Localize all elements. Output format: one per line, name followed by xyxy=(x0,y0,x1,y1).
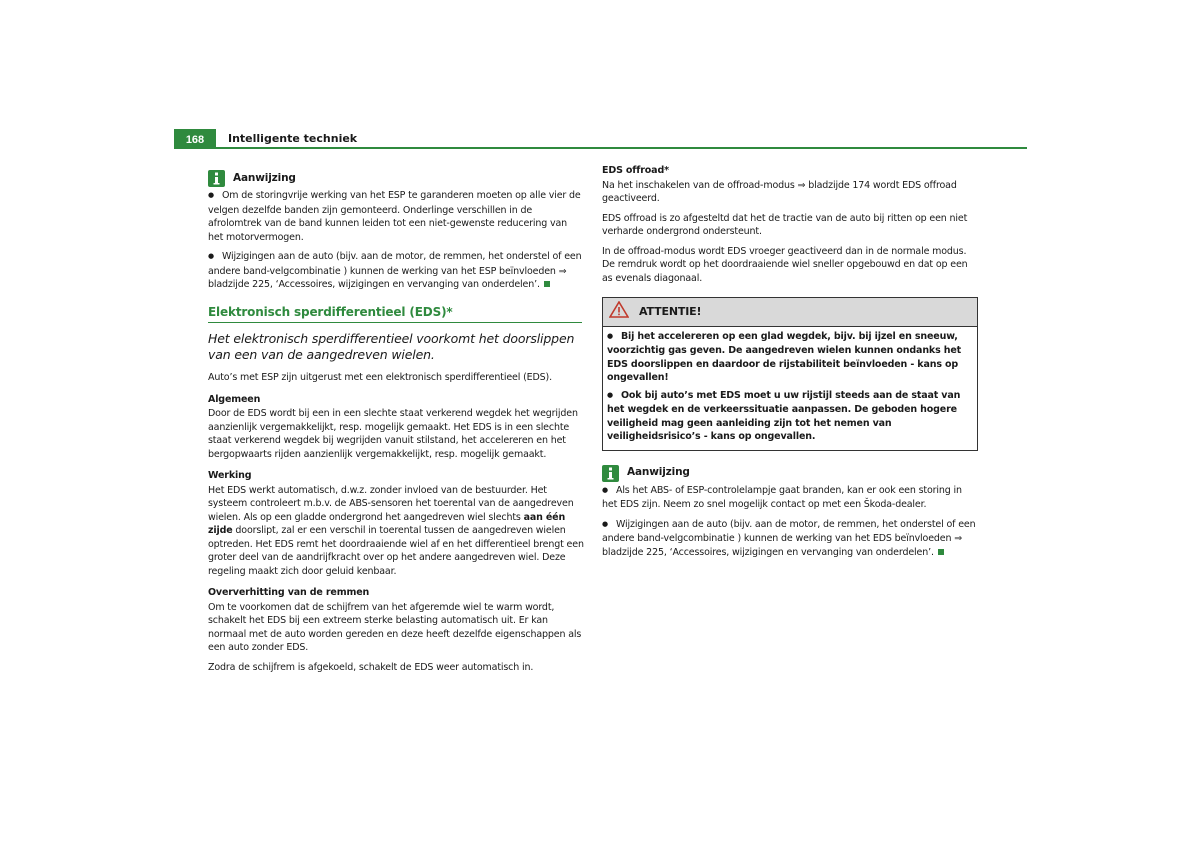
chapter-title: Intelligente techniek xyxy=(228,132,358,145)
warning-box xyxy=(602,297,978,451)
info-icon xyxy=(602,465,619,482)
end-mark-icon xyxy=(938,549,944,555)
right-column xyxy=(602,164,978,565)
offroad-text: Na het inschakelen van de offroad-modus ⇒ bladzijde 174 wordt EDS offroad geactiveerd. xyxy=(602,179,957,204)
subheading-algemeen: Algemeen xyxy=(208,393,261,405)
warning-bullet: ● Ook bij auto’s met EDS moet u uw rijstijl steeds aan de staat van het wegdek en de verkeerssituatie aanpassen. De geboden hogere veiligheid mag geen aanleiding zijn tot het nemen van veiligheidsrisico’s - kans op ongevallen. xyxy=(607,389,973,444)
section-title: Elektronisch sperdifferentieel (EDS)* xyxy=(208,306,582,324)
note-bullet: ● Wijzigingen aan de auto (bijv. aan de motor, de remmen, het onderstel of een andere band-velgcombinatie ) kunnen de werking van het ESP beïnvloeden ⇒ bladzijde 225, ‘Accessoires, wijzigingen en vervanging van onderdelen’. xyxy=(208,250,584,292)
warning-title: ATTENTIE! xyxy=(639,305,702,318)
note-header xyxy=(602,465,978,482)
note-title: Aanwijzing xyxy=(233,171,296,184)
note-header xyxy=(208,170,584,187)
subheading-offroad: EDS offroad* xyxy=(602,165,669,176)
warning-header xyxy=(603,298,977,327)
werking-text: Het EDS werkt automatisch, d.w.z. zonder invloed van de bestuurder. Het systeem controleert m.b.v. de ABS-sensoren het toerental van de aangedreven wielen. Als op een gladde ondergrond het aangedreven wiel slechts aan één zijde doorslipt, zal er een verschil in toerental tussen de aangedreven wielen optreden. Het EDS remt het doordraaiende wiel af en het differentieel brengt een groter deel van de aandrijfkracht over op het andere aangedreven wiel. Deze regeling maakt zich door geluid kenbaar. xyxy=(208,484,584,577)
intro-text: Auto’s met ESP zijn uitgerust met een elektronisch sperdifferentieel (EDS). xyxy=(208,372,552,383)
info-icon xyxy=(208,170,225,187)
section-lead: Het elektronisch sperdifferentieel voorkomt het doorslippen van een van de aangedreven wielen. xyxy=(208,331,575,362)
end-mark-icon xyxy=(544,281,550,287)
algemeen-text: Door de EDS wordt bij een in een slechte staat verkerend wegdek het wegrijden aanzienlijk vergemakkelijkt, resp. mogelijk gemaakt. Het EDS is in een slechte staat verkerend wegdek bij wegrijden vanuit stilstand, het accelereren en het bergopwaarts rijden aanzienlijk vergemakkelijkt, resp. mogelijk gemaakt. xyxy=(208,408,578,460)
left-column xyxy=(208,166,584,680)
page-number: 168 xyxy=(174,129,216,149)
oververhitting-text: Om te voorkomen dat de schijfrem van het afgeremde wiel te warm wordt, schakelt het EDS bij een extreem sterke belasting automatisch uit. Er kan normaal met de auto worden gereden en deze heeft dezelfde eigenschappen als een auto zonder EDS. xyxy=(208,601,582,653)
oververhitting-text: Zodra de schijfrem is afgekoeld, schakelt de EDS weer automatisch in. xyxy=(208,661,534,673)
note-bullet: ● Om de storingvrije werking van het ESP te garanderen moeten op alle vier de velgen dezelfde banden zijn gemonteerd. Onderlinge verschillen in de afrolomtrek van de band kunnen leiden tot een niet-gewenste reducering van het motorvermogen. xyxy=(208,189,584,244)
subheading-oververhitting: Oververhitting van de remmen xyxy=(208,587,370,598)
subheading-werking: Werking xyxy=(208,470,252,481)
header-rule xyxy=(174,147,1027,149)
warning-body xyxy=(603,327,977,450)
offroad-text: EDS offroad is zo afgesteltd dat het de tractie van de auto bij ritten op een niet verharde ondergrond ondersteunt. xyxy=(602,212,968,237)
note-bullet: ● Wijzigingen aan de auto (bijv. aan de motor, de remmen, het onderstel of een andere band-velgcombinatie ) kunnen de werking van het EDS beïnvloeden ⇒ bladzijde 225, ‘Accessoires, wijzigingen en vervanging van onderdelen’. xyxy=(602,518,978,560)
note-title: Aanwijzing xyxy=(627,466,690,479)
warning-triangle-icon xyxy=(609,301,629,323)
offroad-text: In de offroad-modus wordt EDS vroeger geactiveerd dan in de normale modus. De remdruk wordt op het doordraaiende wiel sneller opgebouwd en dat op een as evenals diagonaal. xyxy=(602,245,968,284)
note-bullet: ● Als het ABS- of ESP-controlelampje gaat branden, kan er ook een storing in het EDS zijn. Neem zo snel mogelijk contact op met een Škoda-dealer. xyxy=(602,484,978,512)
warning-bullet: ● Bij het accelereren op een glad wegdek, bijv. bij ijzel en sneeuw, voorzichtig gas geven. De aangedreven wielen kunnen ondanks het EDS doorslippen en daardoor de rijstabiliteit beïnvloeden - kans op ongevallen! xyxy=(607,330,973,385)
